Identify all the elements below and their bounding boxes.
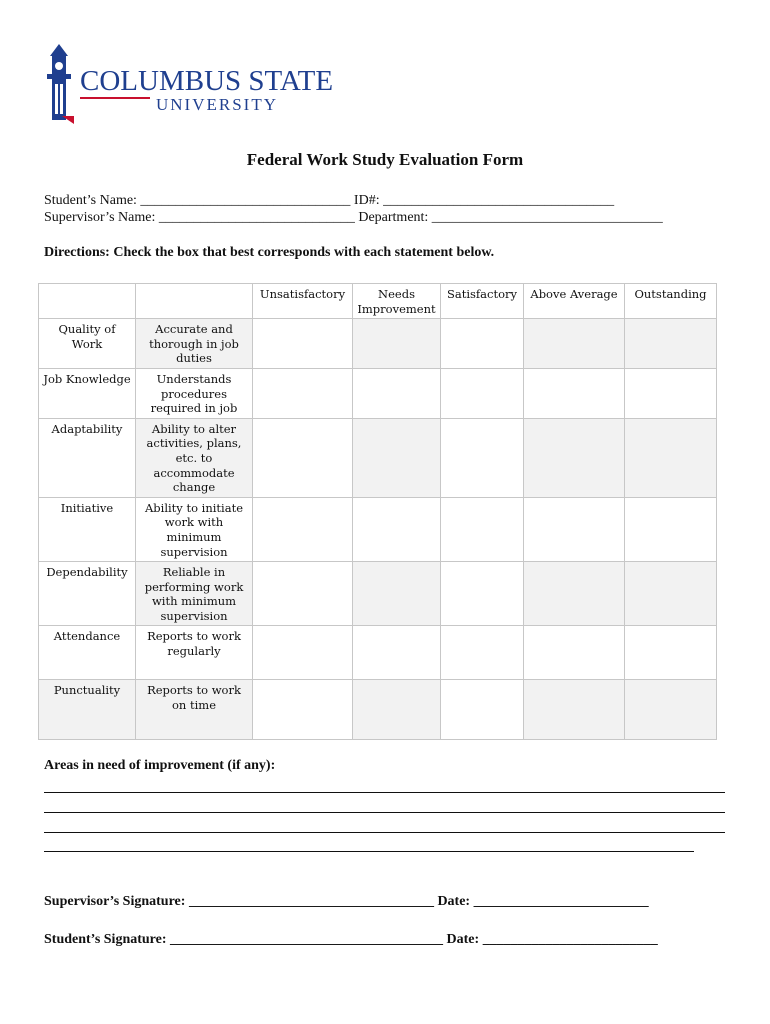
- checkbox-cell[interactable]: [253, 368, 353, 418]
- header-needs-improvement: Needs Improvement: [353, 284, 441, 319]
- table-row: [39, 319, 717, 369]
- supervisor-signature-label: Supervisor’s Signature:: [44, 894, 186, 909]
- checkbox-cell[interactable]: [524, 680, 625, 740]
- checkbox-cell[interactable]: [353, 319, 441, 369]
- checkbox-cell[interactable]: [524, 562, 625, 626]
- row-description: Ability to alter activities, plans, etc. to accommodate change: [136, 418, 253, 497]
- checkbox-cell[interactable]: [441, 418, 524, 497]
- checkbox-cell[interactable]: [441, 368, 524, 418]
- directions: Directions: Check the box that best corresponds with each statement below.: [44, 245, 495, 260]
- row-description: Reports to work on time: [136, 680, 253, 740]
- checkbox-cell[interactable]: [253, 626, 353, 680]
- checkbox-cell[interactable]: [625, 626, 717, 680]
- improvement-line-3[interactable]: [44, 832, 725, 833]
- evaluation-table: [38, 283, 717, 740]
- header-category: [39, 284, 136, 319]
- supervisor-name-line: Supervisor’s Name: ____________________________ Department: _________________________________: [44, 210, 663, 225]
- improvement-label: Areas in need of improvement (if any):: [44, 758, 276, 773]
- row-category: Punctuality: [39, 680, 136, 740]
- table-row: [39, 368, 717, 418]
- university-name-line1: COLUMBUS STATE: [80, 65, 334, 97]
- form-title: Federal Work Study Evaluation Form: [246, 150, 524, 169]
- checkbox-cell[interactable]: [524, 497, 625, 561]
- checkbox-cell[interactable]: [524, 418, 625, 497]
- checkbox-cell[interactable]: [253, 418, 353, 497]
- checkbox-cell[interactable]: [524, 626, 625, 680]
- student-signature-label: Student’s Signature:: [44, 932, 167, 947]
- checkbox-cell[interactable]: [441, 497, 524, 561]
- table-row: [39, 680, 717, 740]
- checkbox-cell[interactable]: [253, 680, 353, 740]
- supervisor-date-line[interactable]: _________________________: [473, 894, 649, 909]
- checkbox-cell[interactable]: [441, 562, 524, 626]
- header-outstanding: Outstanding: [625, 284, 717, 319]
- table-header-row: [39, 284, 717, 319]
- supervisor-signature-row: [44, 894, 649, 910]
- row-category: Quality of Work: [39, 319, 136, 369]
- checkbox-cell[interactable]: [353, 680, 441, 740]
- header-above-average: Above Average: [524, 284, 625, 319]
- improvement-line-1[interactable]: [44, 792, 725, 793]
- checkbox-cell[interactable]: [625, 562, 717, 626]
- header-satisfactory: Satisfactory: [441, 284, 524, 319]
- supervisor-signature-line[interactable]: ___________________________________: [188, 894, 434, 909]
- row-category: Job Knowledge: [39, 368, 136, 418]
- student-name-line: Student’s Name: ______________________________ ID#: _________________________________: [44, 193, 615, 208]
- checkbox-cell[interactable]: [441, 319, 524, 369]
- row-description: Reports to work regularly: [136, 626, 253, 680]
- supervisor-date-label: Date:: [437, 894, 471, 909]
- table-row: [39, 562, 717, 626]
- checkbox-cell[interactable]: [353, 626, 441, 680]
- student-signature-row: [44, 932, 658, 948]
- checkbox-cell[interactable]: [253, 562, 353, 626]
- university-logo: [44, 44, 334, 126]
- table-row: [39, 497, 717, 561]
- table-row: [39, 418, 717, 497]
- row-description: Understands procedures required in job: [136, 368, 253, 418]
- checkbox-cell[interactable]: [524, 319, 625, 369]
- checkbox-cell[interactable]: [353, 418, 441, 497]
- checkbox-cell[interactable]: [353, 562, 441, 626]
- checkbox-cell[interactable]: [625, 319, 717, 369]
- row-description: Ability to initiate work with minimum supervision: [136, 497, 253, 561]
- checkbox-cell[interactable]: [524, 368, 625, 418]
- row-category: Attendance: [39, 626, 136, 680]
- checkbox-cell[interactable]: [441, 680, 524, 740]
- improvement-line-4[interactable]: [44, 851, 694, 852]
- checkbox-cell[interactable]: [253, 497, 353, 561]
- checkbox-cell[interactable]: [441, 626, 524, 680]
- checkbox-cell[interactable]: [353, 368, 441, 418]
- student-date-line[interactable]: _________________________: [482, 932, 658, 947]
- checkbox-cell[interactable]: [625, 680, 717, 740]
- row-category: Initiative: [39, 497, 136, 561]
- student-signature-line[interactable]: _______________________________________: [170, 932, 444, 947]
- header-unsatisfactory: Unsatisfactory: [253, 284, 353, 319]
- checkbox-cell[interactable]: [253, 319, 353, 369]
- checkbox-cell[interactable]: [625, 368, 717, 418]
- checkbox-cell[interactable]: [353, 497, 441, 561]
- university-name-line2: UNIVERSITY: [156, 95, 278, 114]
- row-category: Dependability: [39, 562, 136, 626]
- student-date-label: Date:: [446, 932, 480, 947]
- checkbox-cell[interactable]: [625, 418, 717, 497]
- checkbox-cell[interactable]: [625, 497, 717, 561]
- row-description: Reliable in performing work with minimum supervision: [136, 562, 253, 626]
- clock-tower-icon: [47, 44, 74, 124]
- row-category: Adaptability: [39, 418, 136, 497]
- row-description: Accurate and thorough in job duties: [136, 319, 253, 369]
- header-description: [136, 284, 253, 319]
- improvement-line-2[interactable]: [44, 812, 725, 813]
- table-row: [39, 626, 717, 680]
